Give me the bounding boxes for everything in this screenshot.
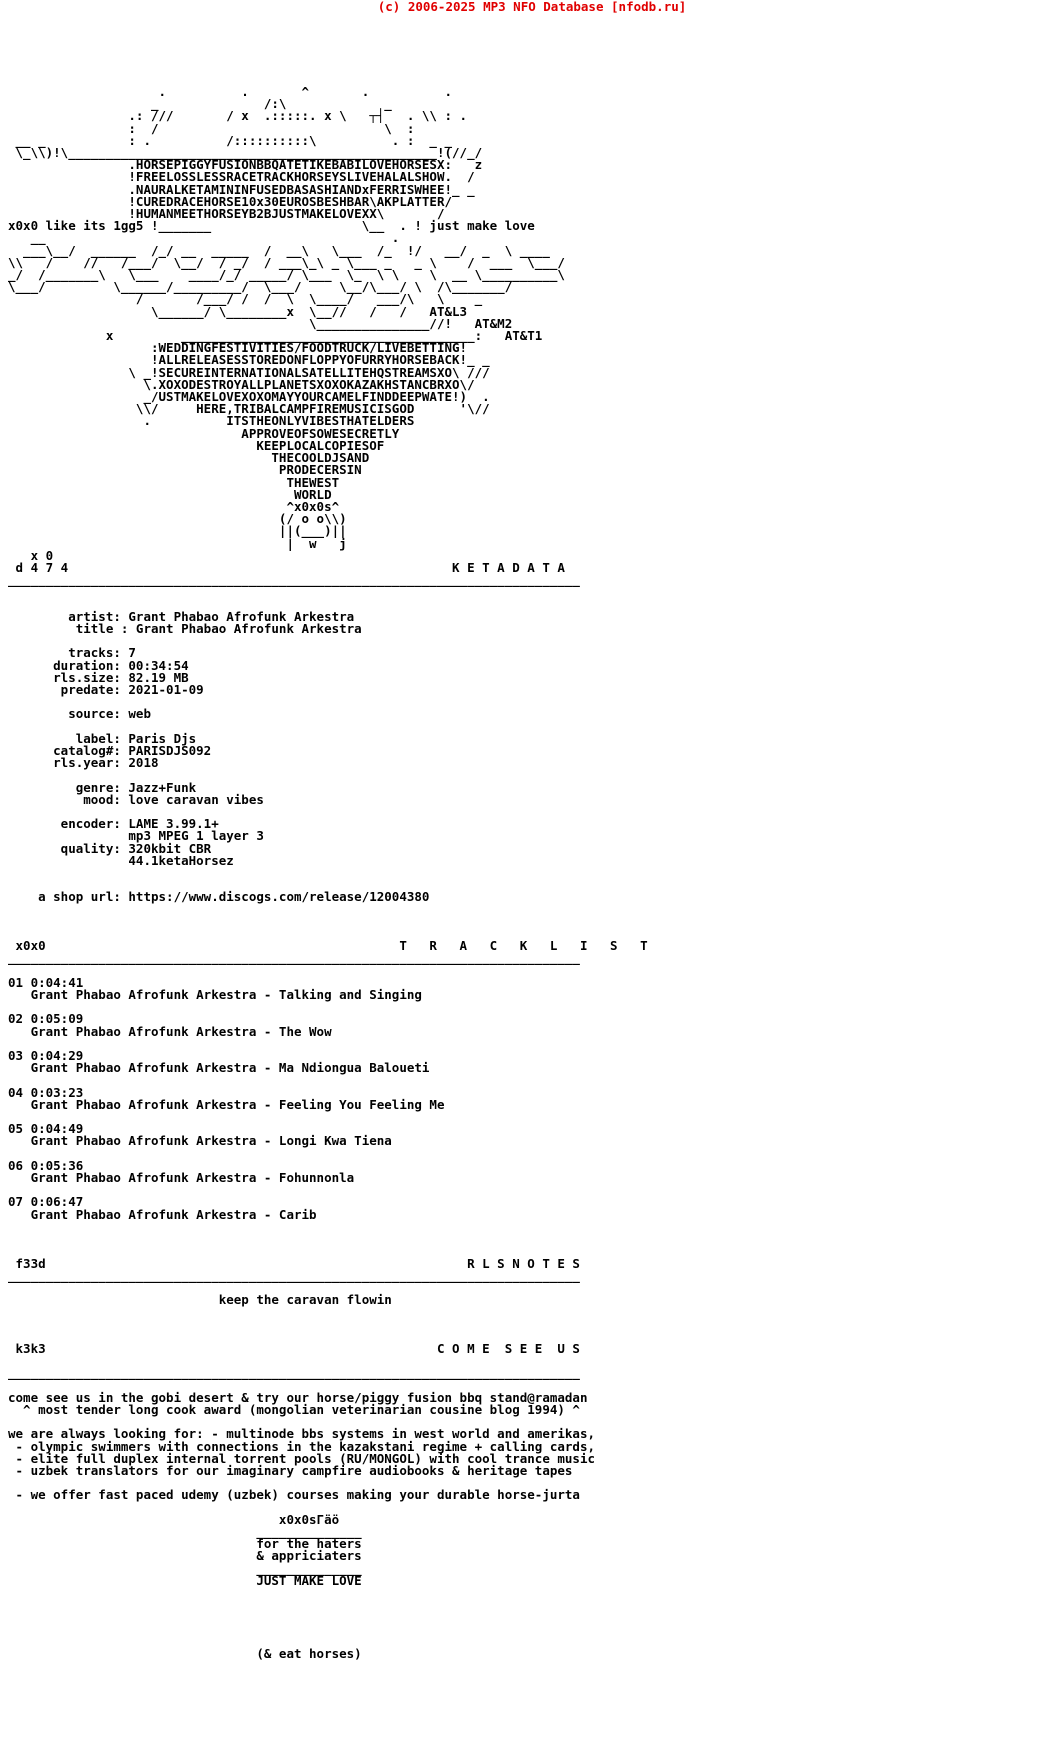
nfo-text-block: . . ^ . . _ /:\ _ .: /// / x .:::::. x \ ┬┤ . \\ : . : / \ : __ _ : . /::::::::::\ . : _ _ \_\\)!\_________________________________________________!(//_/ .HORSEPIGGYFUSIONBBQATETIKEBABILOVEHORSESX: z !FREELOSSLESSRACETRACKHORSEYSLIVEHALALSHOW. / .NAURALKETAMININFUSEDBASASHIANDxFERRISWHEE!_ _ !CUREDRACEHORSE10x30EUROSBESHBAR\AKPLATTER/ !HUMANMEETHORSEYB2BJUSTMAKELOVEXX\ / x0x0 like its 1gg5 !_______ \__ . ! just make love __ . ___\__/ ______ /_/ __ _____ / __\ \___ /_ !/ __/ _ \ ____ \\ / // /___/ \__/ / _/ / ___\_\ _ \___ _ _ \ / ___ \___/ _/ /_______\ \___ ____/_/ _____/ \___ \_ \ \ \ __ \__________\ \___/ \______/_________/ \___/ \__/\___/ \ /\_______/ / /___/ / / \ \____/ ___/\ \ _ \______/ \________x \__// / / AT&L3 \_______________//! AT&M2 x _______________________________________: AT&T1 :WEDDINGFESTIVITIES/FOODTRUCK/LIVEBETTING! !ALLRELEASESSTOREDONFLOPPYOFURRYHORSEBACK!_ _ \ _!SECUREINTERNATIONALSATELLITEHQSTREAMSXO\ /// \.XOXODESTROYALLPLANETSXOXOKAZAKHSTANCBRXO\/ _/USTMAKELOVEXOXOMAYYOURCAMELFINDDEEPWATE!) . \\/ HERE,TRIBALCAMPFIREMUSICISGOD '\// . ITSTHEONLYVIBESTHATELDERS APPROVEOFSOWESECRETLY KEEPLOCALCOPIESOF THECOOLDJSAND PRODECERSIN THEWEST WORLD ^x0x0s^ (/ o o\\) ||(___)|| | w j x 0 d 4 7 4 K E T A D A T A ____________________________________________________________________________ artist: Grant Phabao Afrofunk Arkestra title : Grant Phabao Afrofunk Arkestra tracks: 7 duration: 00:34:54 rls.size: 82.19 MB predate: 2021-01-09 source: web label: Paris Djs catalog#: PARISDJS092 rls.year: 2018 genre: Jazz+Funk mood: love caravan vibes encoder: LAME 3.99.1+ mp3 MPEG 1 layer 3 quality: 320kbit CBR 44.1ketaHorsez a shop url: https://www.discogs.com/release/12004380 x0x0 T R A C K L I S T ____________________________________________________________________________ 01 0:04:41 Grant Phabao Afrofunk Arkestra - Talking and Singing 02 0:05:09 Grant Phabao Afrofunk Arkestra - The Wow 03 0:04:29 Grant Phabao Afrofunk Arkestra - Ma Ndiongua Baloueti 04 0:03:23 Grant Phabao Afrofunk Arkestra - Feeling You Feeling Me 05 0:04:49 Grant Phabao Afrofunk Arkestra - Longi Kwa Tiena 06 0:05:36 Grant Phabao Afrofunk Arkestra - Fohunnonla 07 0:06:47 Grant Phabao Afrofunk Arkestra - Carib f33d R L S N O T E S ____________________________________________________________________________ keep the caravan flowin k3k3 C O M E S E E U S ____________________________________________________________________________ come see us in the gobi desert & try our horse/piggy fusion bbq stand@ramadan ^ most tender long cook award (mongolian veterinarian cousine blog 1994) ^ we are always looking for: - multinode bbs systems in west world and amerikas, - olympic swimmers with connections in the kazakstani regime + calling cards, - elite full duplex internal torrent pools (RU/MONGOL) with cool trance music - uzbek translators for our imaginary campfire audiobooks & heritage tapes - we offer fast paced udemy (uzbek) courses making your durable horse-jurta x0x0sГäö ______________ for the haters & appriciaters ______________ JUST MAKE LOVE (& eat horses) — [8, 84, 648, 1661]
copyright-header-link[interactable]: (c) 2006-2025 MP3 NFO Database [nfodb.ru] — [377, 0, 687, 14]
